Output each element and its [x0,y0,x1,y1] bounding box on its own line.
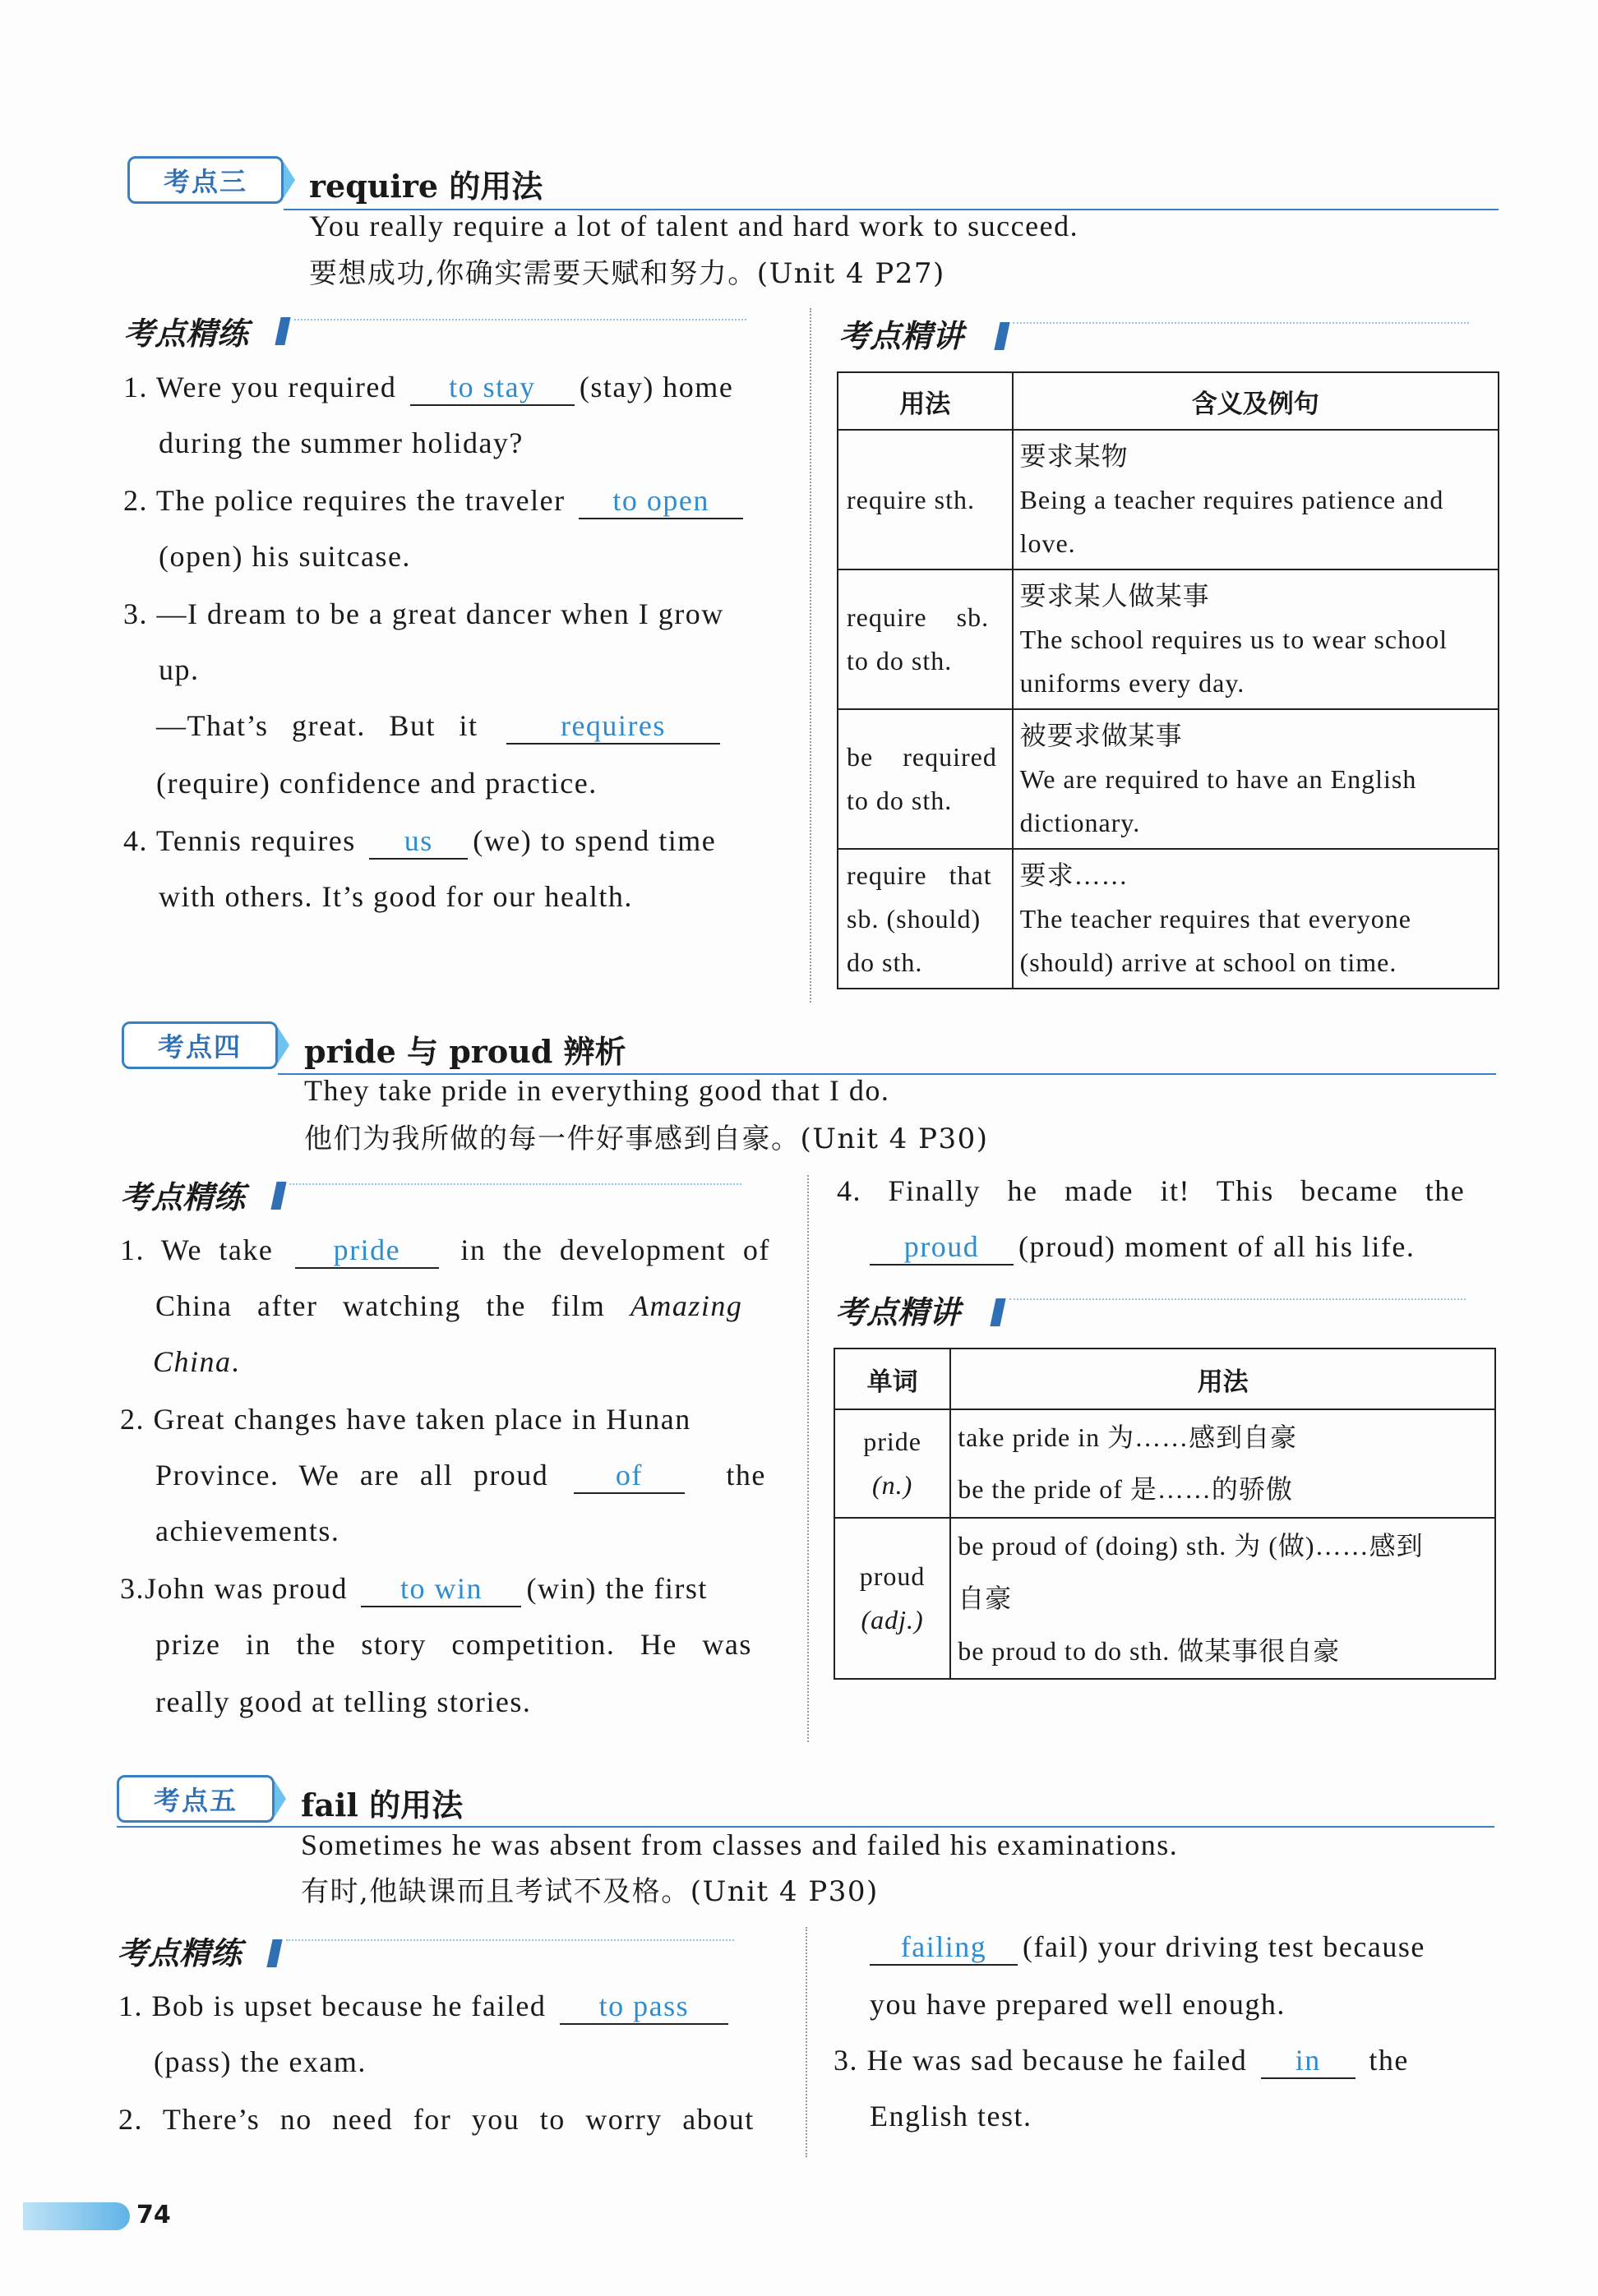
exercise-3-line2: up. [159,653,200,686]
table-row [838,569,1499,709]
exercise-1-line3: China. [153,1345,241,1378]
table-row [838,709,1499,849]
practice-heading: 考点精练 [120,1179,246,1215]
section-title: require 的用法 [309,168,543,205]
exercise-3: 3.John was proud to win (win) the first [120,1571,708,1607]
table-header: 用法 [838,372,1013,430]
heading-mark-icon [266,1939,282,1967]
exercise-2: 2. There’s no need for you to worry about [118,2103,755,2136]
usage-cell: be required to do sth. [838,709,1013,849]
answer-blank[interactable]: pride [295,1233,439,1269]
answer-blank[interactable]: to stay [410,370,575,406]
table-header: 含义及例句 [1013,372,1499,430]
tag-arrow-icon [275,1781,286,1817]
example-sentence-zh: 有时,他缺课而且考试不及格。(Unit 4 P30) [301,1875,879,1908]
exercise-3: 3. He was sad because he failed in the [834,2043,1409,2079]
heading-mark-icon [275,317,290,345]
answer-blank[interactable]: of [574,1458,685,1494]
table-row [838,849,1499,989]
exercise-2-line3: you have prepared well enough. [870,1988,1286,2021]
answer-blank[interactable]: in [1261,2043,1356,2079]
exercise-3: 3. —I dream to be a great dancer when I grow [123,597,724,630]
answer-blank[interactable]: proud [870,1229,1014,1266]
example-sentence-zh: 他们为我所做的每一件好事感到自豪。(Unit 4 P30) [304,1123,989,1155]
column-divider [807,1175,809,1742]
explain-heading: 考点精讲 [835,1294,961,1330]
example-sentence-en: Sometimes he was absent from classes and failed his examinations. [301,1828,1179,1861]
meaning-cell: 被要求做某事 We are required to have an English dictionary. [1013,709,1499,849]
dotted-rule [286,1939,734,1941]
meaning-cell: 要求某人做某事 The school requires us to wear school uniforms every day. [1013,569,1499,709]
exercise-4: 4. Tennis requires us (we) to spend time [123,823,716,860]
meaning-cell: 要求某物 Being a teacher requires patience and love. [1013,430,1499,569]
answer-blank[interactable]: requires [506,708,720,745]
dotted-rule [294,319,746,320]
word-cell: proud (adj.) [834,1518,950,1679]
exercise-1: 1. Were you required to stay (stay) home [123,370,733,406]
explain-heading: 考点精讲 [838,318,964,354]
exercise-1: 1. We take pride in the development of [120,1233,770,1269]
exercise-4: 4. Finally he made it! This became the [837,1174,1466,1207]
exercise-2: 2. The police requires the traveler to open [123,483,748,519]
exercise-1-cont: during the summer holiday? [159,426,524,459]
usage-cell: be proud of (doing) sth. 为 (做)……感到 自豪 be proud to do sth. 做某事很自豪 [950,1518,1495,1679]
page-number-bar [23,2202,130,2230]
exercise-1-line2: China after watching the film Amazing [155,1289,743,1322]
word-usage-table [834,1348,1496,1680]
exercise-3-line3: really good at telling stories. [155,1685,532,1718]
column-divider [806,1927,807,2157]
table-row [834,1409,1495,1518]
example-sentence-en: You really require a lot of talent and hard work to succeed. [309,210,1079,242]
usage-cell: take pride in 为……感到自豪 be the pride of 是……的骄傲 [950,1409,1495,1518]
usage-table [837,371,1499,989]
tag-arrow-icon [278,1027,289,1063]
exercise-1-cont: (pass) the exam. [154,2045,367,2078]
section-title: fail 的用法 [301,1787,464,1823]
dotted-rule [1013,322,1469,324]
page-number: 74 [136,2201,171,2229]
answer-blank[interactable]: to open [579,483,743,519]
exercise-3-cont: English test. [870,2100,1032,2132]
example-sentence-zh: 要想成功,你确实需要天赋和努力。(Unit 4 P27) [309,257,945,290]
usage-cell: require sth. [838,430,1013,569]
usage-cell: require sb. to do sth. [838,569,1013,709]
table-header: 用法 [950,1349,1495,1409]
answer-blank[interactable]: us [369,823,468,860]
exercise-2-line2: Province. We are all proud of the [155,1458,766,1494]
exercise-2-cont: (open) his suitcase. [159,540,411,573]
answer-blank[interactable]: to win [361,1571,521,1607]
exercise-4-line2: proud (proud) moment of all his life. [870,1229,1415,1266]
section-tag: 考点五 [117,1775,275,1823]
column-divider [810,308,811,1003]
exercise-2-line2: failing (fail) your driving test because [870,1929,1425,1966]
exercise-2: 2. Great changes have taken place in Hunan [120,1403,691,1436]
section-tag: 考点四 [122,1021,278,1069]
exercise-3-line3: —That’s great. But it requires [156,708,725,745]
meaning-cell: 要求…… The teacher requires that everyone (should) arrive at school on time. [1013,849,1499,989]
exercise-3-line4: (require) confidence and practice. [156,767,598,800]
exercise-3-line2: prize in the story competition. He was [155,1628,752,1661]
example-sentence-en: They take pride in everything good that I do. [304,1074,890,1107]
word-cell: pride (n.) [834,1409,950,1518]
table-header-row [838,372,1499,430]
tag-arrow-icon [284,162,295,198]
practice-heading: 考点精练 [117,1935,242,1971]
dotted-rule [1009,1298,1466,1300]
exercise-1: 1. Bob is upset because he failed to pass [118,1989,733,2025]
section-title: pride 与 proud 辨析 [304,1033,626,1070]
table-row [834,1518,1495,1679]
table-header: 单词 [834,1349,950,1409]
practice-heading: 考点精练 [123,316,249,352]
usage-cell: require that sb. (should) do sth. [838,849,1013,989]
heading-mark-icon [990,1298,1005,1326]
table-header-row [834,1349,1495,1409]
answer-blank[interactable]: failing [870,1929,1018,1966]
heading-mark-icon [994,322,1009,350]
dotted-rule [289,1183,741,1185]
answer-blank[interactable]: to pass [560,1989,728,2025]
exercise-4-cont: with others. It’s good for our health. [159,880,633,913]
exercise-2-line3: achievements. [155,1515,340,1547]
heading-mark-icon [270,1182,286,1210]
section-tag: 考点三 [127,156,284,204]
table-row [838,430,1499,569]
